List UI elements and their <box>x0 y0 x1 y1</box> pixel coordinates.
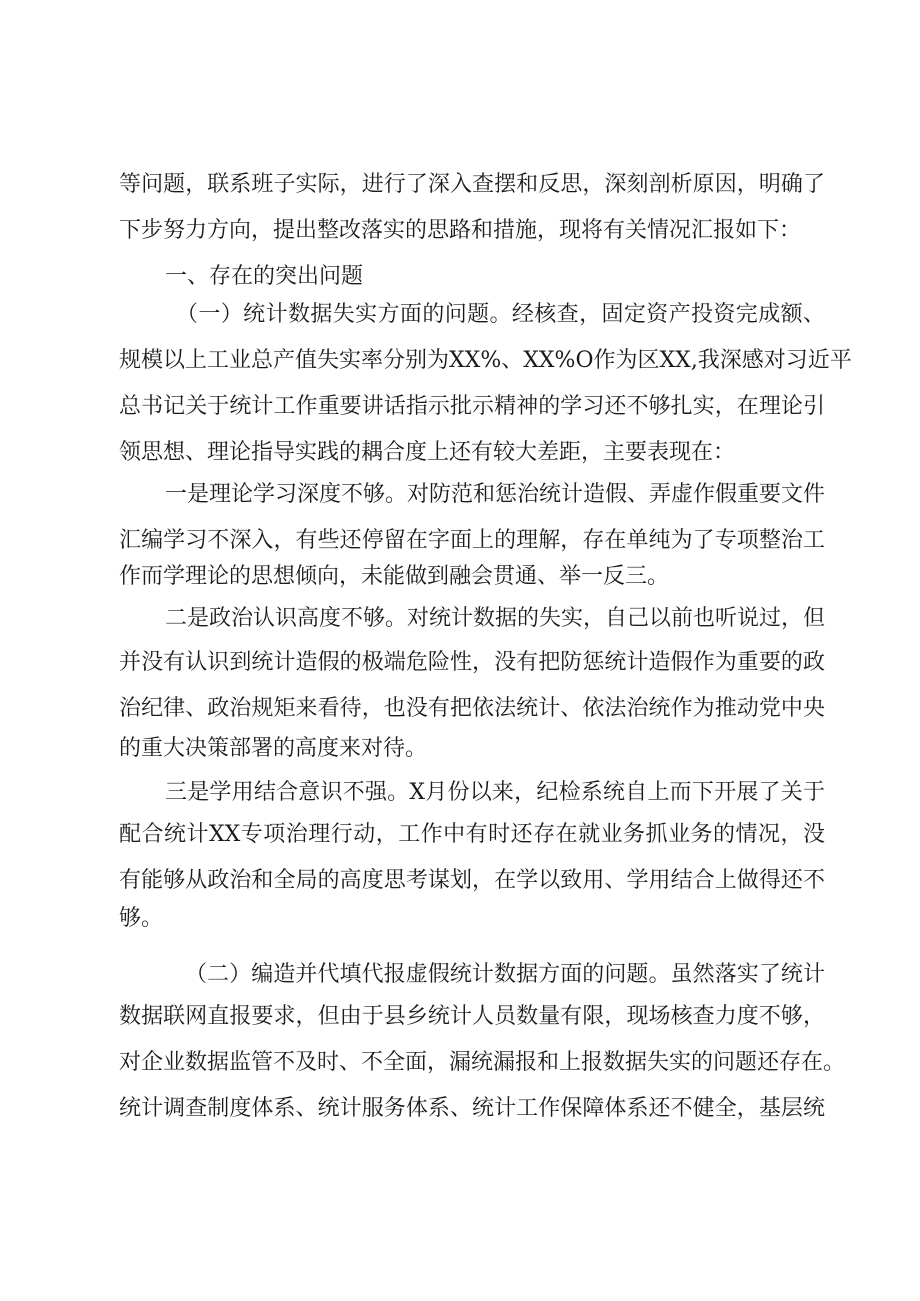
section-heading: 一、存在的突出问题 <box>165 264 364 289</box>
subsection-heading: （一）统计数据失实方面的问题。经核查，固定资产投资完成额、 <box>176 302 825 327</box>
text-line: 治纪律、政治规矩来看待，也没有把依法统计、依法治统作为推动党中央 <box>119 696 825 721</box>
text-line: 等问题，联系班子实际，进行了深入查摆和反思，深刻剖析原因，明确了 <box>119 172 825 197</box>
text-line: 作而学理论的思想倾向，未能做到融会贯通、举一反三。 <box>119 564 670 589</box>
paragraph-start: 二是政治认识高度不够。对统计数据的失实，自己以前也听说过，但 <box>165 606 826 631</box>
text-line: 统计调查制度体系、统计服务体系、统计工作保障体系还不健全，基层统 <box>119 1096 825 1121</box>
text-line: 对企业数据监管不及时、不全面，漏统漏报和上报数据失实的问题还存在。 <box>119 1050 846 1075</box>
text-line: 有能够从政治和全局的高度思考谋划，在学以致用、学用结合上做得还不 <box>119 868 825 893</box>
text-line: 下步努力方向，提出整改落实的思路和措施，现将有关情况汇报如下： <box>119 218 802 243</box>
text-line: 并没有认识到统计造假的极端危险性，没有把防惩统计造假作为重要的政 <box>119 650 825 675</box>
text-line: 总书记关于统计工作重要讲话指示批示精神的学习还不够扎实，在理论引 <box>119 394 825 419</box>
text-line: 的重大决策部署的高度来对待。 <box>119 736 428 761</box>
paragraph-start: 三是学用结合意识不强。X月份以来，纪检系统自上而下开展了关于 <box>165 780 825 805</box>
text-line: 配合统计XX专项治理行动，工作中有时还存在就业务抓业务的情况，没 <box>119 822 825 847</box>
text-line: 汇编学习不深入，有些还停留在字面上的理解，存在单纯为了专项整治工 <box>119 528 825 553</box>
text-line: 够。 <box>119 906 164 931</box>
paragraph-start: 一是理论学习深度不够。对防范和惩治统计造假、弄虚作假重要文件 <box>165 482 826 507</box>
text-line: 规模以上工业总产值失实率分别为XX%、XX%O作为区XX,我深感对习近平 <box>119 348 852 373</box>
subsection-heading: （二）编造并代填代报虚假统计数据方面的问题。虽然落实了统计 <box>185 962 825 987</box>
text-line: 领思想、理论指导实践的耦合度上还有较大差距，主要表现在： <box>119 440 736 465</box>
text-line: 数据联网直报要求，但由于县乡统计人员数量有限，现场核查力度不够， <box>119 1004 825 1029</box>
